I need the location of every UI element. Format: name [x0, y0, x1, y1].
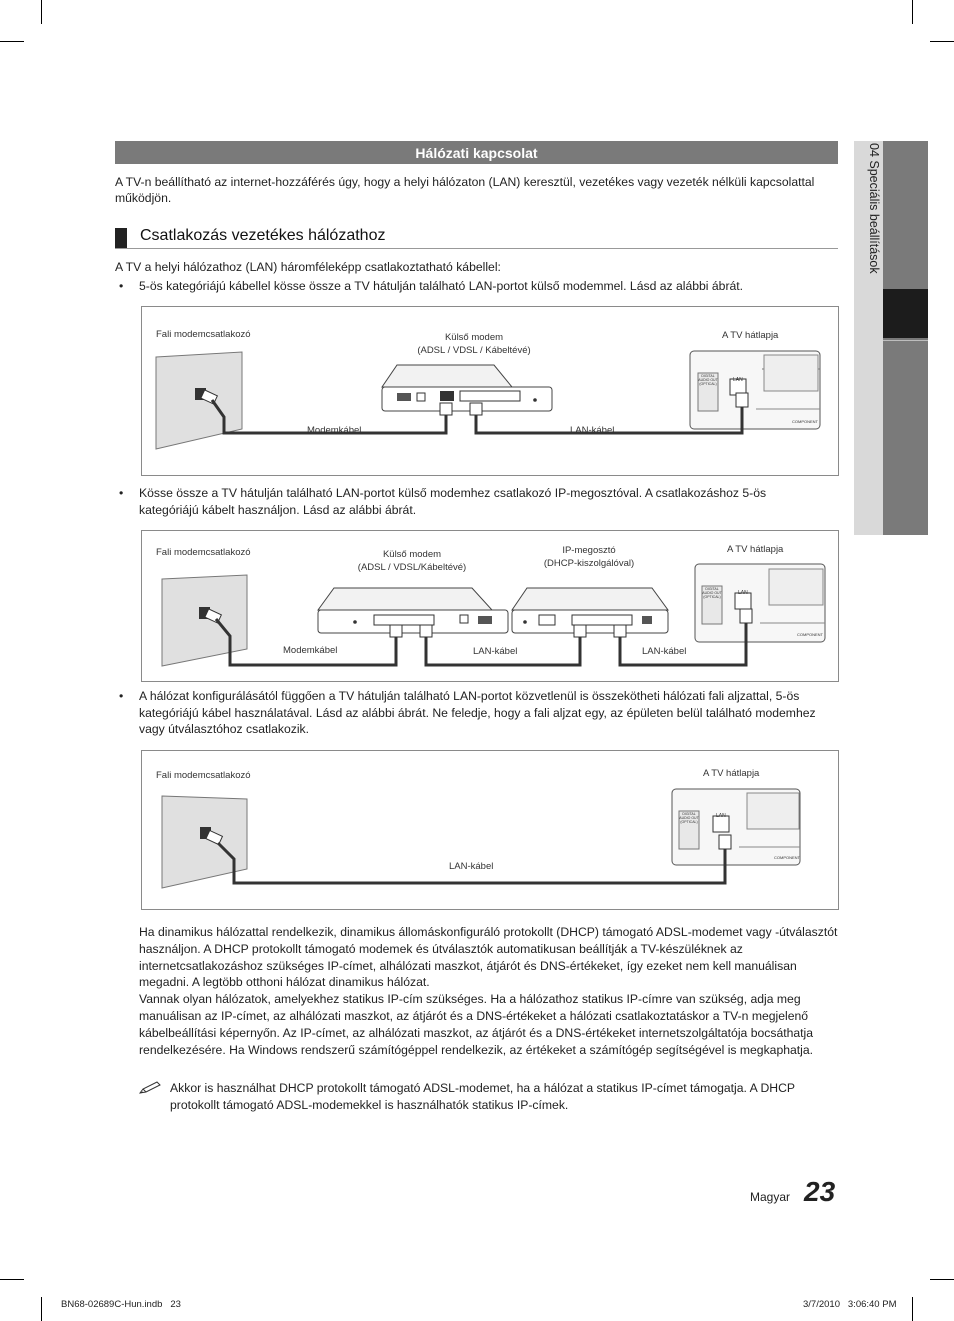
label-wall-jack: Fali modemcsatlakozó [156, 770, 251, 781]
diagram-modem [141, 306, 839, 476]
label-modem-line1: Külső modem [382, 549, 442, 560]
bullet-dot: • [119, 486, 124, 500]
tv-port-digital: DIGITAL AUDIO OUT (OPTICAL) [702, 587, 722, 599]
crop-mark [41, 0, 42, 24]
page-number: 23 [804, 1176, 836, 1207]
label-tv-back: A TV hátlapja [727, 544, 784, 555]
bullet-text: Kösse össze a TV hátulján található LAN-portot külső modemhez csatlakozó IP-megosztóval. A csatlakozáshoz 5-ös kategóriájú kábelt használjon. Lásd az alábbi ábrát. [139, 486, 767, 517]
crop-mark [912, 1297, 913, 1321]
label-modem-line2: (ADSL / VDSL/Kábeltévé) [357, 562, 467, 573]
body-paragraph: Vannak olyan hálózatok, amelyekhez statikus IP-cím szükséges. Ha a hálózathoz statikus IP-címre van szükség, adja meg manuálisan az IP-címet, az alhálózati maszkot, az átjárót és a DNS-értékeket a hálózati csatlakoztatáskor a TV-n megjelenő kábelbeállítási képernyőn. Az IP-címet, az alhálózati maszkot, az átjárót és a DNS-értékeket internetszolgáltatója bocsáthatja rendelkezésére. Ha Windows rendszerű számítógéppel rendelkezik, az értékeket a számítógép segítségével is megkaphatja. [139, 992, 814, 1057]
intro-text: A TV-n beállítható az internet-hozzáférés úgy, hogy a helyi hálózaton (LAN) keresztül, vezetékes vagy vezeték nélküli kapcsolattal működjön. [115, 175, 815, 205]
crop-mark [41, 1297, 42, 1321]
section-title: Hálózati kapcsolat [115, 141, 838, 164]
side-tab-active-marker [883, 289, 928, 338]
crop-mark [930, 41, 954, 42]
label-modem [404, 331, 544, 357]
footer-file: BN68-02689C-Hun.indb 23 [61, 1299, 181, 1310]
label-modem-line2: (ADSL / VDSL / Kábeltévé) [417, 345, 531, 356]
tv-port-component: COMPONENT [797, 632, 823, 637]
label-modem-cable: Modemkábel [283, 645, 338, 656]
bullet-dot: • [119, 279, 124, 293]
label-ip-sharer [524, 544, 654, 570]
subheading [115, 226, 838, 249]
body-text [139, 924, 839, 1058]
label-wall-jack: Fali modemcsatlakozó [156, 547, 251, 558]
crop-mark [930, 1279, 954, 1280]
side-tab-block [883, 141, 928, 535]
label-lan-cable: LAN-kábel [449, 861, 494, 872]
label-ip-sharer-line1: IP-megosztó [562, 545, 616, 556]
label-modem-line1: Külső modem [444, 332, 504, 343]
tv-port-digital: DIGITAL AUDIO OUT (OPTICAL) [679, 812, 699, 824]
footer-language: Magyar [750, 1190, 791, 1204]
label-ip-sharer-line2: (DHCP-kiszolgálóval) [543, 558, 635, 569]
diagram-wall-direct [141, 750, 839, 910]
bullet-dot: • [119, 689, 124, 703]
footer-date: 3/7/2010 3:06:40 PM [803, 1299, 897, 1310]
label-lan-cable: LAN-kábel [642, 646, 687, 657]
bullet-text: 5-ös kategóriájú kábellel kösse össze a TV hátulján található LAN-portot külső modemmel. Lásd az alábbi ábrát. [139, 279, 744, 293]
crop-mark [0, 41, 24, 42]
tv-port-component: COMPONENT [774, 855, 800, 860]
subheading-text: Csatlakozás vezetékes hálózathoz [140, 227, 386, 244]
crop-mark [912, 0, 913, 24]
tv-port-lan: LAN [738, 590, 748, 596]
label-lan-cable: LAN-kábel [473, 646, 518, 657]
tv-port-component: COMPONENT [792, 419, 818, 424]
crop-mark [0, 1279, 24, 1280]
body-paragraph: Ha dinamikus hálózattal rendelkezik, dinamikus állomáskonfiguráló protokollt (DHCP) támogató ADSL-modemet vagy -útválasztót használjon. A DHCP protokollt támogató modemek és útválasztók automatikusan beállítják a TV-készüléknek az internetcsatlakozáshoz szükséges IP-címet, alhálózati maszkot, átjárót és DNS-értékeket, így ezeket nem kell manuálisan megadni. A legtöbb otthoni hálózat dinamikus hálózat. [139, 925, 838, 990]
label-wall-jack: Fali modemcsatlakozó [156, 329, 251, 340]
diagram-ip-sharer [141, 530, 839, 682]
lead-text: A TV a helyi hálózathoz (LAN) háromféleképp csatlakoztatható kábellel: [115, 260, 501, 274]
label-modem-cable: Modemkábel [307, 425, 362, 436]
label-tv-back: A TV hátlapja [703, 768, 760, 779]
side-tab-divider [883, 340, 928, 341]
tv-port-digital: DIGITAL AUDIO OUT (OPTICAL) [698, 374, 718, 386]
pencil-icon [139, 1081, 161, 1095]
label-modem [342, 548, 482, 574]
note-text: Akkor is használhat DHCP protokollt támogató ADSL-modemet, ha a hálózat a statikus IP-címet támogatja. A DHCP protokollt támogató ADSL-modemekkel is használhatók statikus IP-címek. [170, 1081, 795, 1112]
subheading-marker [115, 228, 127, 248]
tv-port-lan: LAN [733, 377, 743, 383]
side-tab-label: 04 Speciális beállítások [867, 143, 881, 274]
tv-port-lan: LAN [716, 813, 726, 819]
label-lan-cable: LAN-kábel [570, 425, 615, 436]
bullet-text: A hálózat konfigurálásától függően a TV hátulján található LAN-portot közvetlenül is összekötheti hálózati fali aljzattal, 5-ös kategóriájú kábel használatával. Lásd az alábbi ábrát. Ne feledje, hogy a fali aljzat egy, az épületen belül található modemhez vagy útválasztóhoz csatlakozik. [139, 689, 816, 736]
label-tv-back: A TV hátlapja [722, 330, 779, 341]
